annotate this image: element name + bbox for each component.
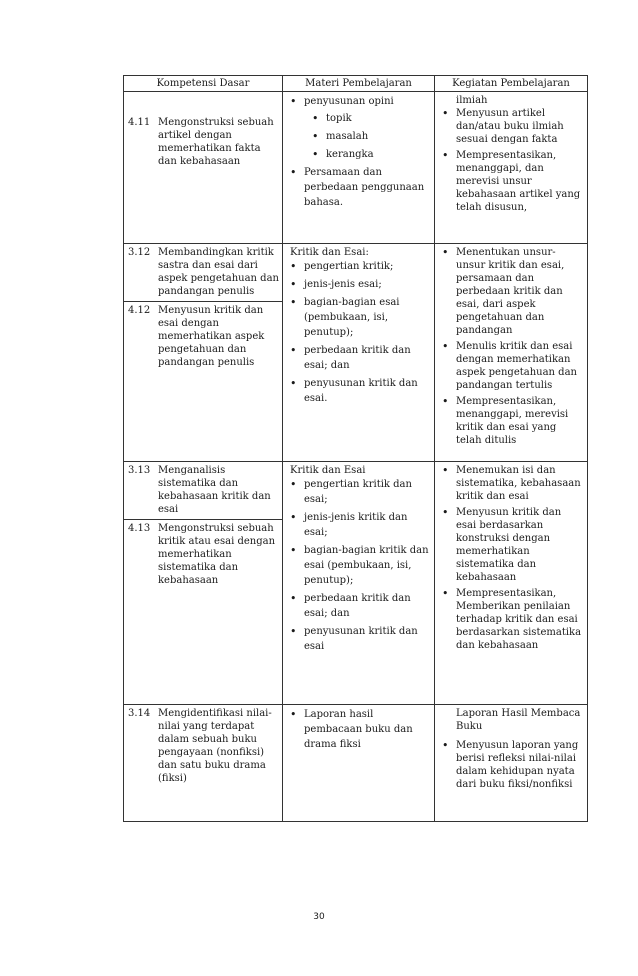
kegiatan-item: • Menyusun artikel dan/atau buku ilmiah sesuai dengan fakta bbox=[456, 107, 584, 146]
table-header-row bbox=[124, 76, 588, 92]
table-row bbox=[124, 705, 588, 822]
kd-entry bbox=[124, 244, 282, 301]
table-row bbox=[124, 92, 588, 244]
kegiatan-lead: ilmiah bbox=[456, 95, 488, 106]
kegiatan-item: • Mempresentasikan, Memberikan penilaian terhadap kritik dan esai berdasarkan sistematika dan kebahasaan bbox=[456, 587, 584, 652]
materi-subitem: • kerangka bbox=[326, 147, 431, 162]
table-row bbox=[124, 462, 588, 705]
kd-number: 4.13 bbox=[128, 523, 151, 534]
header-kegiatan-pembelajaran: Kegiatan Pembelajaran bbox=[435, 76, 588, 92]
materi-cell bbox=[283, 705, 435, 822]
kegiatan-item: • Menemukan isi dan sistematika, kebahasaan kritik dan esai bbox=[456, 464, 584, 503]
materi-item: • bagian-bagian kritik dan esai (pembukaan, isi, penutup); bbox=[304, 543, 431, 588]
curriculum-table bbox=[123, 75, 588, 822]
kegiatan-item: • Mempresentasikan, menanggapi, dan merevisi unsur kebahasaan artikel yang telah disusun, bbox=[456, 149, 584, 214]
kd-number: 3.12 bbox=[128, 247, 151, 258]
kd-entry bbox=[124, 705, 282, 788]
kd-entry bbox=[124, 519, 282, 590]
materi-item: • jenis-jenis kritik dan esai; bbox=[304, 510, 431, 540]
materi-item: • penyusunan kritik dan esai bbox=[304, 624, 431, 654]
kompetensi-cell bbox=[124, 462, 283, 705]
kompetensi-cell bbox=[124, 705, 283, 822]
materi-item: • perbedaan kritik dan esai; dan bbox=[304, 343, 431, 373]
kd-entry bbox=[124, 92, 282, 171]
materi-item bbox=[304, 94, 431, 162]
header-kompetensi-dasar: Kompetensi Dasar bbox=[124, 76, 283, 92]
materi-cell bbox=[283, 92, 435, 244]
materi-item: • Laporan hasil pembacaan buku dan drama fiksi bbox=[304, 707, 431, 752]
kd-text: Menyusun kritik dan esai dengan memerhatikan aspek pengetahuan dan pandangan penulis bbox=[158, 305, 265, 368]
kegiatan-item: • Menulis kritik dan esai dengan memerhatikan aspek pengetahuan dan pandangan tertulis bbox=[456, 340, 584, 392]
materi-title: Kritik dan Esai bbox=[290, 465, 366, 476]
materi-item: • Persamaan dan perbedaan penggunaan bahasa. bbox=[304, 165, 431, 210]
kegiatan-item: • Menentukan unsur-unsur kritik dan esai, persamaan dan perbedaan kritik dan esai, dari aspek pengetahuan dan pandangan bbox=[456, 246, 584, 337]
materi-item: • perbedaan kritik dan esai; dan bbox=[304, 591, 431, 621]
kompetensi-cell bbox=[124, 244, 283, 462]
kompetensi-cell bbox=[124, 92, 283, 244]
kd-number: 4.12 bbox=[128, 305, 151, 316]
materi-item: • penyusunan kritik dan esai. bbox=[304, 376, 431, 406]
kd-entry bbox=[124, 301, 282, 372]
kegiatan-cell bbox=[435, 244, 588, 462]
kegiatan-cell bbox=[435, 462, 588, 705]
materi-cell bbox=[283, 244, 435, 462]
kegiatan-cell bbox=[435, 705, 588, 822]
table-row bbox=[124, 244, 588, 462]
kegiatan-cell bbox=[435, 92, 588, 244]
kegiatan-item: • Menyusun kritik dan esai berdasarkan konstruksi dengan memerhatikan sistematika dan kebahasaan bbox=[456, 506, 584, 584]
materi-item: • pengertian kritik; bbox=[304, 259, 431, 274]
materi-subitem: • topik bbox=[326, 111, 431, 126]
page-number: 30 bbox=[313, 912, 325, 922]
materi-item: • pengertian kritik dan esai; bbox=[304, 477, 431, 507]
kd-number: 3.13 bbox=[128, 465, 151, 476]
kd-entry bbox=[124, 462, 282, 519]
kegiatan-lead: Laporan Hasil Membaca Buku bbox=[456, 708, 581, 732]
materi-subitem: • masalah bbox=[326, 129, 431, 144]
materi-title: Kritik dan Esai: bbox=[290, 247, 369, 258]
materi-item: • bagian-bagian esai (pembukaan, isi, penutup); bbox=[304, 295, 431, 340]
kd-number: 3.14 bbox=[128, 708, 151, 719]
kd-number: 4.11 bbox=[128, 117, 151, 128]
kegiatan-item: • Menyusun laporan yang berisi refleksi nilai-nilai dalam kehidupan nyata dari buku fiksi/nonfiksi bbox=[456, 739, 584, 791]
kd-text: Membandingkan kritik sastra dan esai dari aspek pengetahuan dan pandangan penulis bbox=[158, 247, 279, 297]
materi-item-text: penyusunan opini bbox=[304, 96, 394, 107]
kd-text: Mengonstruksi sebuah artikel dengan memerhatikan fakta dan kebahasaan bbox=[158, 117, 274, 167]
kd-text: Mengonstruksi sebuah kritik atau esai dengan memerhatikan sistematika dan kebahasaan bbox=[158, 523, 276, 586]
header-materi-pembelajaran: Materi Pembelajaran bbox=[283, 76, 435, 92]
kd-text: Menganalisis sistematika dan kebahasaan kritik dan esai bbox=[158, 465, 271, 515]
materi-item: • jenis-jenis esai; bbox=[304, 277, 431, 292]
materi-cell bbox=[283, 462, 435, 705]
kegiatan-item: • Mempresentasikan, menanggapi, merevisi kritik dan esai yang telah ditulis bbox=[456, 395, 584, 447]
kd-text: Mengidentifikasi nilai-nilai yang terdapat dalam sebuah buku pengayaan (nonfiksi) dan satu buku drama (fiksi) bbox=[158, 708, 272, 784]
